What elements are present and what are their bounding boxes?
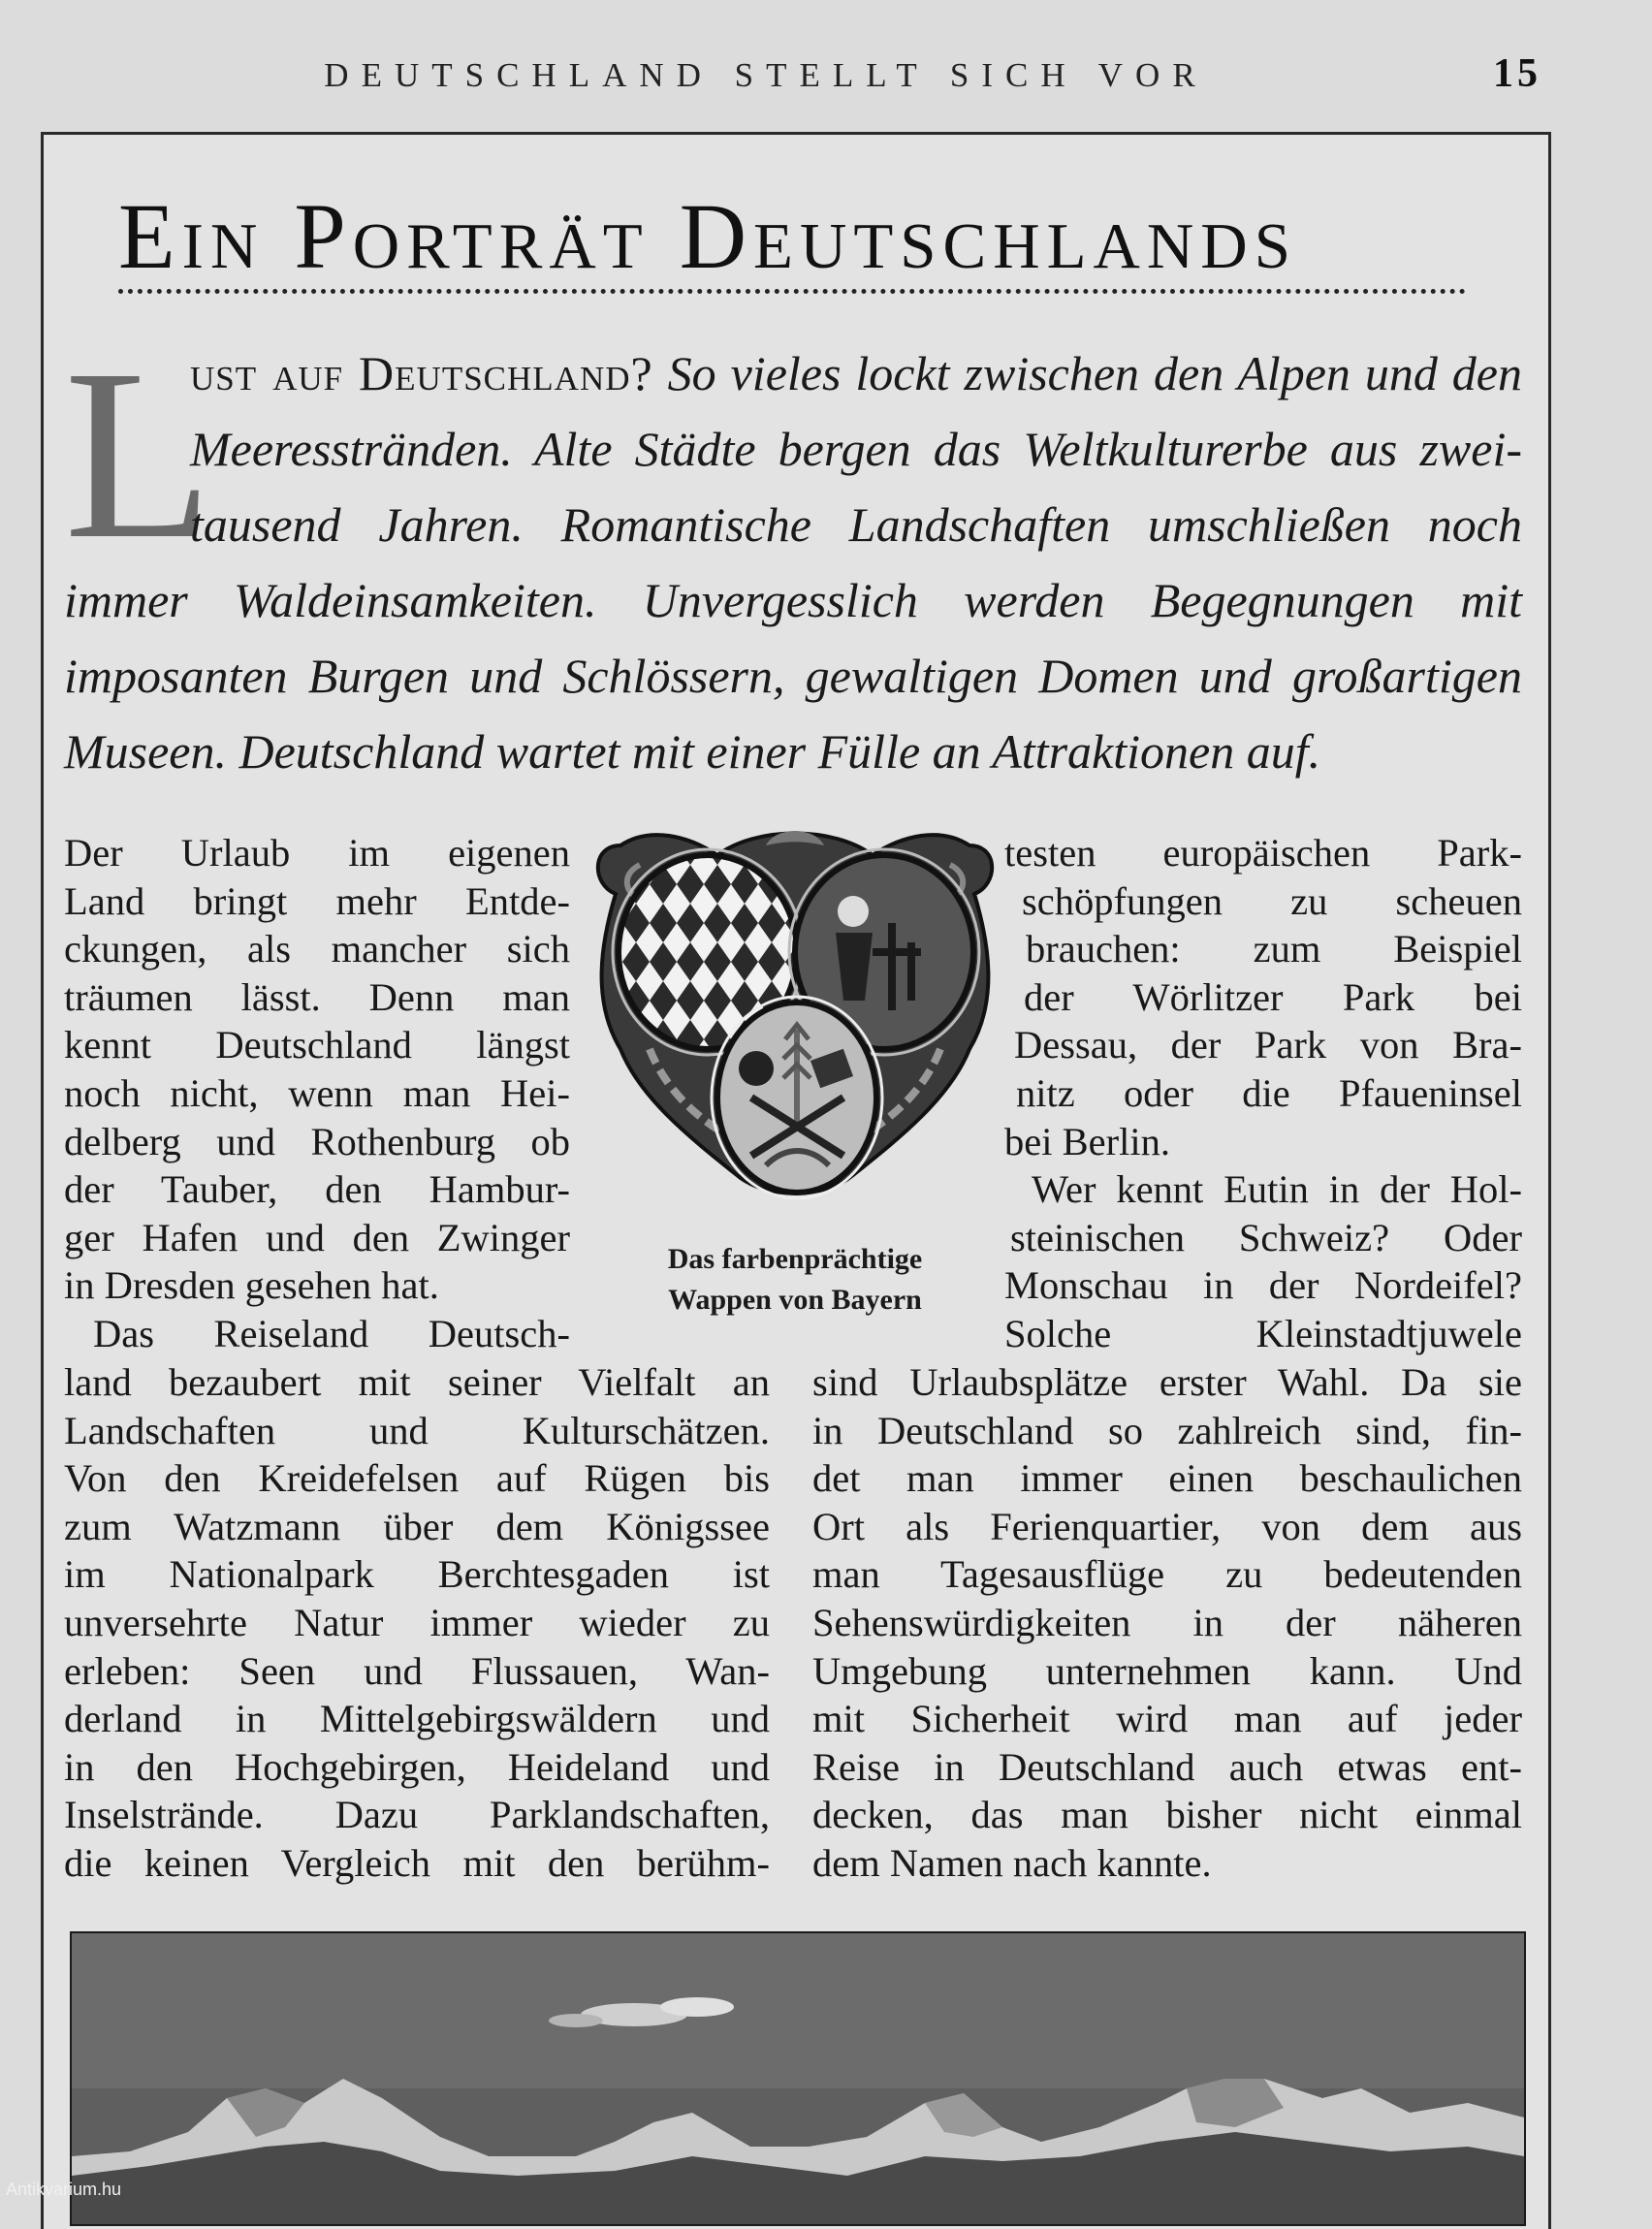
text-line: die keinen Vergleich mit den berühm-: [64, 1840, 770, 1885]
column-right-bottom: [812, 1358, 1522, 1888]
intro-line-4: immer Waldeinsamkeiten. Unvergesslich werden Begegnungen mit: [64, 573, 1522, 627]
text-line: mit Sicherheit wird man auf jeder: [812, 1697, 1522, 1741]
page-number: 15: [1493, 51, 1541, 96]
text-line: Land bringt mehr Entde-: [64, 878, 570, 923]
text-line: unversehrte Natur immer wieder zu: [64, 1600, 770, 1644]
text-line: Das Reiseland Deutsch-: [93, 1311, 570, 1355]
text-line: der Wörlitzer Park bei: [1024, 974, 1522, 1019]
text-line: ger Hafen und den Zwinger: [64, 1215, 570, 1259]
watermark: Antikvarium.hu: [6, 2180, 122, 2199]
intro-line-5: imposanten Burgen und Schlössern, gewaltigen Domen und großartigen: [64, 649, 1522, 703]
text-line: land bezaubert mit seiner Vielfalt an: [64, 1360, 770, 1404]
text-line: ckungen, als mancher sich: [64, 927, 570, 971]
text-line: bei Berlin.: [1004, 1119, 1170, 1163]
text-line: testen europäischen Park-: [1004, 831, 1522, 875]
title-dotted-rule: [118, 289, 1466, 294]
lead-in: ust auf Deutschland?: [190, 346, 653, 400]
bavaria-coat-of-arms: [582, 807, 1008, 1233]
text-line: Landschaften und Kulturschätzen.: [64, 1408, 770, 1452]
text-line: Solche Kleinstadtjuwele: [1004, 1311, 1522, 1355]
text-line: Dessau, der Park von Bra-: [1014, 1023, 1522, 1067]
text-line: Reise in Deutschland auch etwas ent-: [812, 1744, 1522, 1789]
column-left-bottom: [64, 1358, 770, 1888]
text-line: Sehenswürdigkeiten in der näheren: [812, 1600, 1522, 1644]
text-line: der Tauber, den Hambur-: [64, 1167, 570, 1212]
text-line: träumen lässt. Denn man: [64, 974, 570, 1019]
mountain-photo: [70, 1931, 1526, 2226]
intro-paragraph: [0, 318, 1652, 785]
column-left-top: [64, 829, 570, 1358]
text-line: dem Namen nach kannte.: [812, 1840, 1212, 1885]
text-line: Ort als Ferienquartier, von dem aus: [812, 1504, 1522, 1548]
text-line: Monschau in der Nordeifel?: [1004, 1263, 1522, 1308]
text-line: Von den Kreidefelsen auf Rügen bis: [64, 1456, 770, 1501]
article-title: Ein Porträt Deutschlands: [118, 184, 1297, 288]
running-title: DEUTSCHLAND STELLT SICH VOR: [324, 56, 1208, 94]
text-line: Umgebung unternehmen kann. Und: [812, 1648, 1522, 1693]
caption-line-2: Wappen von Bayern: [668, 1284, 922, 1316]
text-line: Der Urlaub im eigenen: [64, 831, 570, 875]
text-line: Inselstrände. Dazu Parklandschaften,: [64, 1793, 770, 1837]
text-line: delberg und Rothenburg ob: [64, 1119, 570, 1163]
intro-line-3: tausend Jahren. Romantische Landschaften umschließen noch: [190, 497, 1522, 552]
text-line: in Deutschland so zahlreich sind, fin-: [812, 1408, 1522, 1452]
text-line: sind Urlaubsplätze erster Wahl. Da sie: [812, 1360, 1522, 1404]
text-line: erleben: Seen und Flussauen, Wan-: [64, 1648, 770, 1693]
caption-line-1: Das farbenprächtige: [667, 1243, 923, 1275]
text-line: kennt Deutschland längst: [64, 1023, 570, 1067]
crest-caption: [601, 1239, 989, 1321]
text-line: derland in Mittelgebirgswäldern und: [64, 1697, 770, 1741]
text-line: brauchen: zum Beispiel: [1026, 927, 1522, 971]
intro-line-2: Meeresstränden. Alte Städte bergen das Weltkulturerbe aus zwei-: [190, 422, 1522, 476]
intro-line-1: [190, 345, 1522, 401]
text-line: nitz oder die Pfaueninsel: [1016, 1070, 1522, 1115]
intro-line-text: So vieles lockt zwischen den Alpen und den: [667, 346, 1522, 400]
text-line: steinischen Schweiz? Oder: [1010, 1215, 1522, 1259]
drop-cap: L: [64, 318, 213, 589]
text-line: Wer kennt Eutin in der Hol-: [1032, 1167, 1522, 1212]
text-line: schöpfungen zu scheuen: [1022, 878, 1522, 923]
column-right-top: [1004, 829, 1522, 1358]
text-line: noch nicht, wenn man Hei-: [64, 1070, 570, 1115]
text-line: man Tagesausflüge zu bedeutenden: [812, 1552, 1522, 1597]
text-line: decken, das man bisher nicht einmal: [812, 1793, 1522, 1837]
text-line: im Nationalpark Berchtesgaden ist: [64, 1552, 770, 1597]
text-line: det man immer einen beschaulichen: [812, 1456, 1522, 1501]
text-line: in Dresden gesehen hat.: [64, 1263, 439, 1308]
running-header: [0, 50, 1652, 99]
text-line: zum Watzmann über dem Königssee: [64, 1504, 770, 1548]
intro-line-6: Museen. Deutschland wartet mit einer Fülle an Attraktionen auf.: [64, 724, 1321, 779]
text-line: in den Hochgebirgen, Heideland und: [64, 1744, 770, 1789]
